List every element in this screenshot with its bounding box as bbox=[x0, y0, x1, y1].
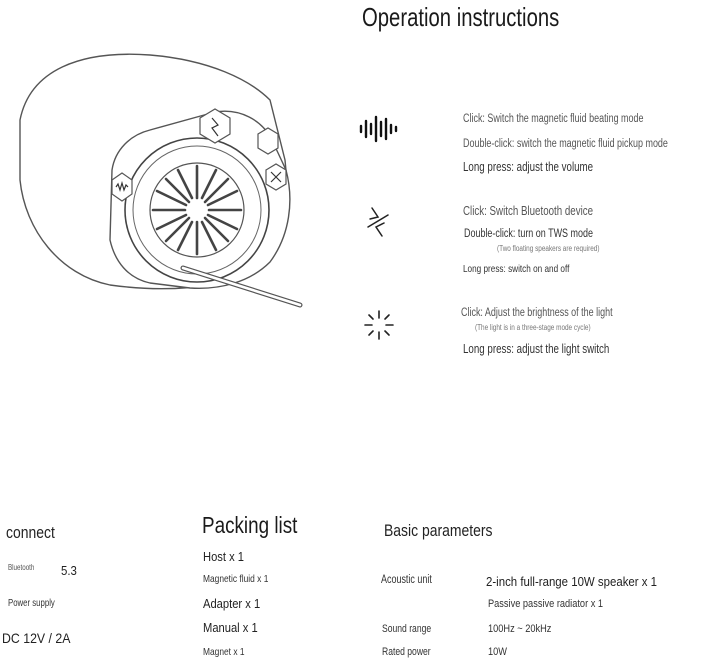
param-label-acoustic: Acoustic unit bbox=[381, 574, 432, 586]
bluetooth-label: Bluetooth bbox=[8, 563, 35, 572]
bt-note-text: (Two floating speakers are required) bbox=[497, 244, 600, 253]
packing-item-fluid: Magnetic fluid x 1 bbox=[203, 573, 269, 585]
power-supply-label: Power supply bbox=[8, 598, 55, 609]
packing-item-manual: Manual x 1 bbox=[203, 620, 258, 635]
param-value-range: 100Hz ~ 20kHz bbox=[488, 623, 552, 635]
bluetooth-icon bbox=[366, 205, 390, 239]
param-label-range: Sound range bbox=[382, 623, 432, 635]
light-icon bbox=[362, 308, 396, 342]
fluid-wave-icon bbox=[358, 114, 398, 144]
light-click-text: Click: Adjust the brightness of the light bbox=[461, 307, 613, 319]
operation-title: Operation instructions bbox=[362, 2, 560, 32]
bluetooth-value: 5.3 bbox=[61, 563, 77, 578]
packing-item-magnet: Magnet x 1 bbox=[203, 646, 245, 658]
packing-item-host: Host x 1 bbox=[203, 549, 245, 564]
speaker-illustration bbox=[0, 30, 360, 330]
param-value-power: 10W bbox=[488, 646, 508, 658]
bt-double-click-text: Double-click: turn on TWS mode bbox=[464, 228, 593, 240]
param-value-radiator: Passive passive radiator x 1 bbox=[488, 598, 604, 610]
light-note-text: (The light is in a three-stage mode cycle) bbox=[475, 323, 591, 332]
bt-long-press-text: Long press: switch on and off bbox=[463, 263, 570, 275]
light-long-press-text: Long press: adjust the light switch bbox=[463, 342, 610, 356]
parameters-title: Basic parameters bbox=[384, 521, 493, 540]
connect-title: connect bbox=[6, 523, 55, 542]
power-supply-value: DC 12V / 2A bbox=[2, 630, 71, 646]
param-label-power: Rated power bbox=[382, 646, 431, 658]
fluid-long-press-text: Long press: adjust the volume bbox=[463, 160, 594, 174]
fluid-click-text: Click: Switch the magnetic fluid beating mode bbox=[463, 113, 644, 125]
packing-item-adapter: Adapter x 1 bbox=[203, 596, 261, 611]
fluid-double-click-text: Double-click: switch the magnetic fluid pickup mode bbox=[463, 138, 668, 150]
packing-title: Packing list bbox=[202, 512, 298, 538]
param-value-acoustic: 2-inch full-range 10W speaker x 1 bbox=[486, 574, 658, 589]
bt-click-text: Click: Switch Bluetooth device bbox=[463, 204, 594, 218]
